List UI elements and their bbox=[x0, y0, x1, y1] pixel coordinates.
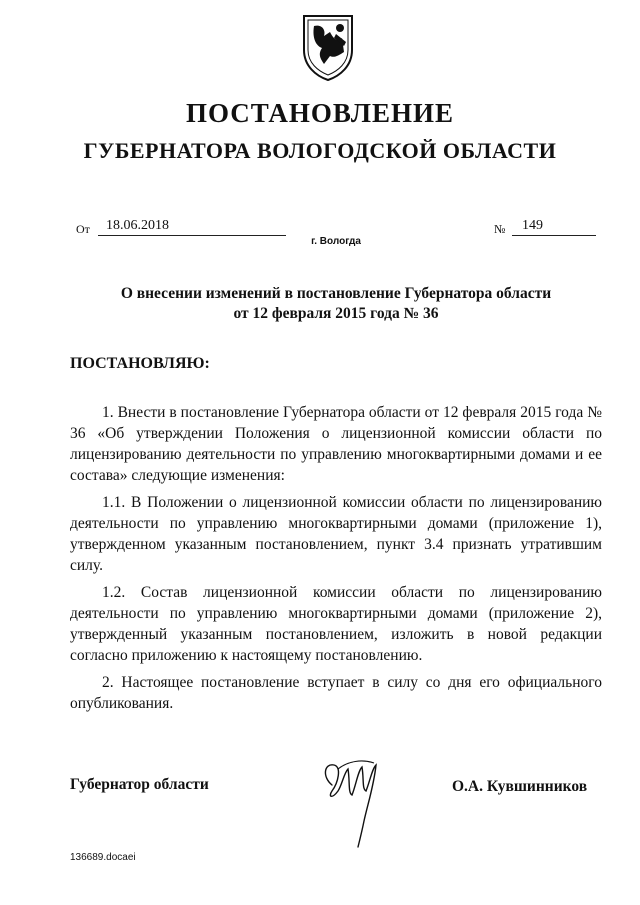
body-paragraph: 1.2. Состав лицензионной комиссии области по лицензированию деятельности по управлению многоквартирными домами (приложение 2), утвержденный указанным постановлением, изложить в новой редакции согласно приложению к настоящему постановлению. bbox=[70, 584, 602, 664]
document-body bbox=[70, 402, 602, 720]
signatory-title: Губернатор области bbox=[70, 776, 209, 793]
document-subtitle: ГУБЕРНАТОРА ВОЛОГОДСКОЙ ОБЛАСТИ bbox=[83, 138, 557, 163]
number-prefix: № bbox=[494, 222, 506, 236]
body-paragraph: 2. Настоящее постановление вступает в силу со дня его официального опубликования. bbox=[70, 674, 602, 712]
document-number: 149 bbox=[522, 218, 543, 233]
document-title: ПОСТАНОВЛЕНИЕ bbox=[185, 98, 455, 128]
handwritten-signature bbox=[318, 755, 388, 850]
subject-line: от 12 февраля 2015 года № 36 bbox=[233, 305, 439, 322]
date-prefix: От bbox=[76, 222, 90, 236]
subject-line: О внесении изменений в постановление Губернатора области bbox=[120, 285, 552, 302]
document-date: 18.06.2018 bbox=[106, 218, 169, 233]
body-paragraph: 1.1. В Положении о лицензионной комиссии области по лицензированию деятельности по управлению многоквартирными домами (приложение 1), утвержденном указанным постановлением, пункт 3.4 признать утратившим силу. bbox=[70, 494, 602, 574]
coat-of-arms-emblem-icon bbox=[300, 12, 356, 82]
signatory-name: О.А. Кувшинников bbox=[452, 778, 588, 795]
body-paragraph: 1. Внести в постановление Губернатора области от 12 февраля 2015 года № 36 «Об утверждении Положения о лицензионной комиссии области по лицензированию деятельности по управлению многоквартирными домами и ее состава» следующие изменения: bbox=[70, 404, 602, 484]
document-city: г. Вологда bbox=[311, 236, 361, 247]
decree-heading: ПОСТАНОВЛЯЮ: bbox=[70, 355, 210, 372]
document-file-id: 136689.docaei bbox=[70, 852, 136, 863]
document-subject bbox=[0, 284, 640, 324]
